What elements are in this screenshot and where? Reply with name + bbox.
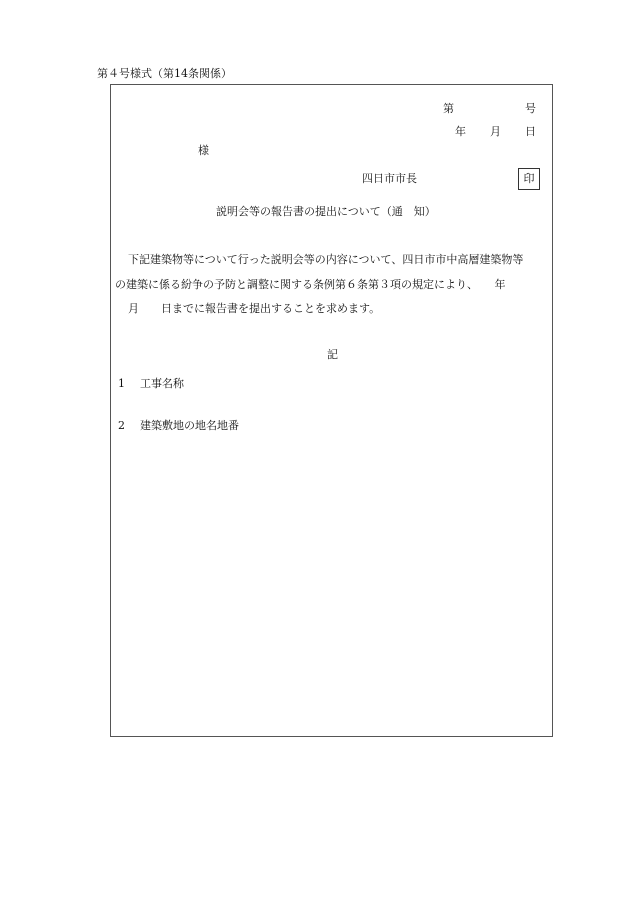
body-line-1: 下記建築物等について行った説明会等の内容について、四日市市中高層建築物等	[128, 253, 524, 266]
item-2-number: 2	[118, 419, 125, 432]
body-line-3: 月 日までに報告書を提出することを求めます。	[128, 302, 381, 315]
seal-box: 印	[518, 168, 540, 190]
number-prefix: 第	[443, 102, 454, 115]
date-month: 月	[490, 125, 501, 138]
sender-name: 四日市市長	[362, 172, 417, 185]
addressee-suffix: 様	[198, 144, 209, 157]
date-day: 日	[525, 125, 536, 138]
item-1-number: 1	[118, 377, 125, 390]
item-2-label: 建築敷地の地名地番	[140, 419, 239, 432]
number-suffix: 号	[525, 102, 536, 115]
form-frame	[110, 84, 553, 737]
ki-heading: 記	[327, 348, 338, 361]
document-title: 説明会等の報告書の提出について（通 知）	[216, 205, 436, 218]
body-line-2: の建築に係る紛争の予防と調整に関する条例第６条第３項の規定により、 年	[115, 278, 506, 291]
form-label: 第４号様式（第14条関係）	[97, 67, 232, 80]
date-year: 年	[455, 125, 466, 138]
item-1-label: 工事名称	[140, 377, 184, 390]
